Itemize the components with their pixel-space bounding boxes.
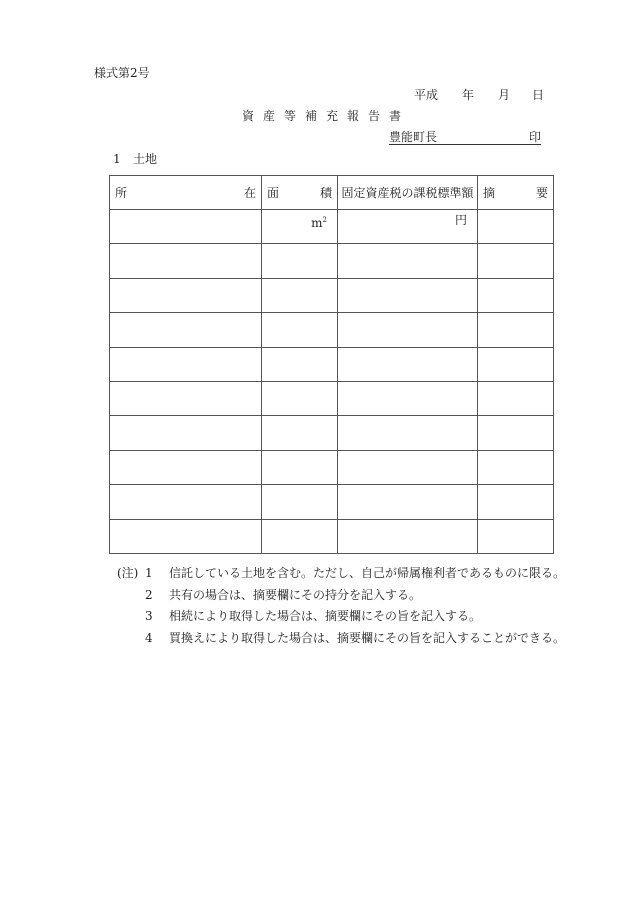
cell-area[interactable] (262, 210, 338, 244)
col-header-tax-base (338, 176, 478, 210)
note-number: 4 (145, 630, 153, 645)
date-line (414, 88, 544, 102)
table-row (110, 244, 554, 278)
cell-area[interactable] (262, 244, 338, 278)
note-indent (117, 588, 145, 610)
cell-tax-base[interactable] (338, 210, 478, 244)
cell-remarks[interactable] (478, 313, 554, 347)
cell-remarks[interactable] (478, 278, 554, 312)
cell-location[interactable] (110, 485, 262, 519)
date-year-label: 年 (462, 88, 475, 102)
note-text: 相続により取得した場合は、摘要欄にその旨を記入する。 (169, 609, 482, 623)
note-indent (117, 609, 145, 631)
cell-area[interactable] (262, 313, 338, 347)
table-row (110, 416, 554, 450)
col-header-remarks (478, 176, 554, 210)
cell-tax-base[interactable] (338, 244, 478, 278)
cell-area[interactable] (262, 278, 338, 312)
section-label: 土地 (133, 152, 158, 166)
cell-remarks[interactable] (478, 210, 554, 244)
cell-location[interactable] (110, 244, 262, 278)
cell-area[interactable] (262, 416, 338, 450)
col-header-remarks-right: 要 (535, 186, 548, 200)
land-table (109, 175, 554, 554)
cell-remarks[interactable] (478, 485, 554, 519)
note-text: 信託している土地を含む。ただし、自己が帰属権利者であるものに限る。 (169, 566, 566, 580)
col-header-remarks-left: 摘 (483, 186, 496, 200)
area-unit: $m^2$ (311, 216, 327, 230)
cell-area[interactable] (262, 347, 338, 381)
table-row (110, 347, 554, 381)
cell-location[interactable] (110, 416, 262, 450)
note-item (117, 631, 565, 653)
cell-area[interactable] (262, 485, 338, 519)
cell-location[interactable] (110, 381, 262, 415)
table-row (110, 450, 554, 484)
table-row (110, 313, 554, 347)
cell-tax-base[interactable] (338, 450, 478, 484)
date-month-label: 月 (498, 88, 511, 102)
note-indent (117, 631, 145, 653)
notes-prefix: (注) (117, 566, 139, 580)
table-row (110, 485, 554, 519)
cell-tax-base[interactable] (338, 313, 478, 347)
cell-location[interactable] (110, 347, 262, 381)
table-row (110, 519, 554, 553)
note-number: 1 (145, 566, 153, 580)
note-number: 2 (145, 587, 153, 602)
table-row (110, 210, 554, 244)
cell-area[interactable] (262, 519, 338, 553)
col-header-tax-base-label: 固定資産税の課税標準額 (341, 186, 474, 200)
recipient-line (389, 130, 541, 145)
col-header-area (262, 176, 338, 210)
table-row (110, 381, 554, 415)
cell-tax-base[interactable] (338, 416, 478, 450)
cell-remarks[interactable] (478, 244, 554, 278)
note-item (117, 566, 565, 588)
cell-location[interactable] (110, 519, 262, 553)
note-item (117, 588, 565, 610)
amount-unit: 円 (454, 213, 467, 227)
date-era: 平成 (414, 88, 439, 102)
notes-section (117, 566, 565, 652)
cell-area[interactable] (262, 450, 338, 484)
cell-remarks[interactable] (478, 519, 554, 553)
cell-tax-base[interactable] (338, 381, 478, 415)
seal-mark: 印 (528, 130, 541, 144)
note-text: 共有の場合は、摘要欄にその持分を記入する。 (169, 587, 422, 602)
cell-location[interactable] (110, 210, 262, 244)
table-header-row (110, 176, 554, 210)
cell-remarks[interactable] (478, 347, 554, 381)
cell-location[interactable] (110, 450, 262, 484)
cell-remarks[interactable] (478, 450, 554, 484)
cell-tax-base[interactable] (338, 485, 478, 519)
col-header-location-right: 在 (243, 186, 256, 200)
date-day-label: 日 (532, 88, 545, 102)
form-number: 様式第2号 (94, 66, 150, 80)
col-header-area-right: 積 (319, 186, 332, 200)
col-header-location-left: 所 (115, 186, 128, 200)
document-title: 資産等補充報告書 (242, 109, 411, 123)
cell-location[interactable] (110, 313, 262, 347)
col-header-area-left: 面 (267, 186, 280, 200)
note-item (117, 609, 565, 631)
recipient-name: 豊能町長 (389, 130, 438, 144)
cell-tax-base[interactable] (338, 347, 478, 381)
cell-location[interactable] (110, 278, 262, 312)
cell-area[interactable] (262, 381, 338, 415)
note-text: 買換えにより取得した場合は、摘要欄にその旨を記入することができる。 (169, 630, 566, 645)
section-heading (113, 152, 157, 166)
cell-tax-base[interactable] (338, 519, 478, 553)
cell-remarks[interactable] (478, 381, 554, 415)
section-number: 1 (113, 152, 121, 166)
note-number: 3 (145, 609, 153, 623)
col-header-location (110, 176, 262, 210)
cell-remarks[interactable] (478, 416, 554, 450)
cell-tax-base[interactable] (338, 278, 478, 312)
table-row (110, 278, 554, 312)
